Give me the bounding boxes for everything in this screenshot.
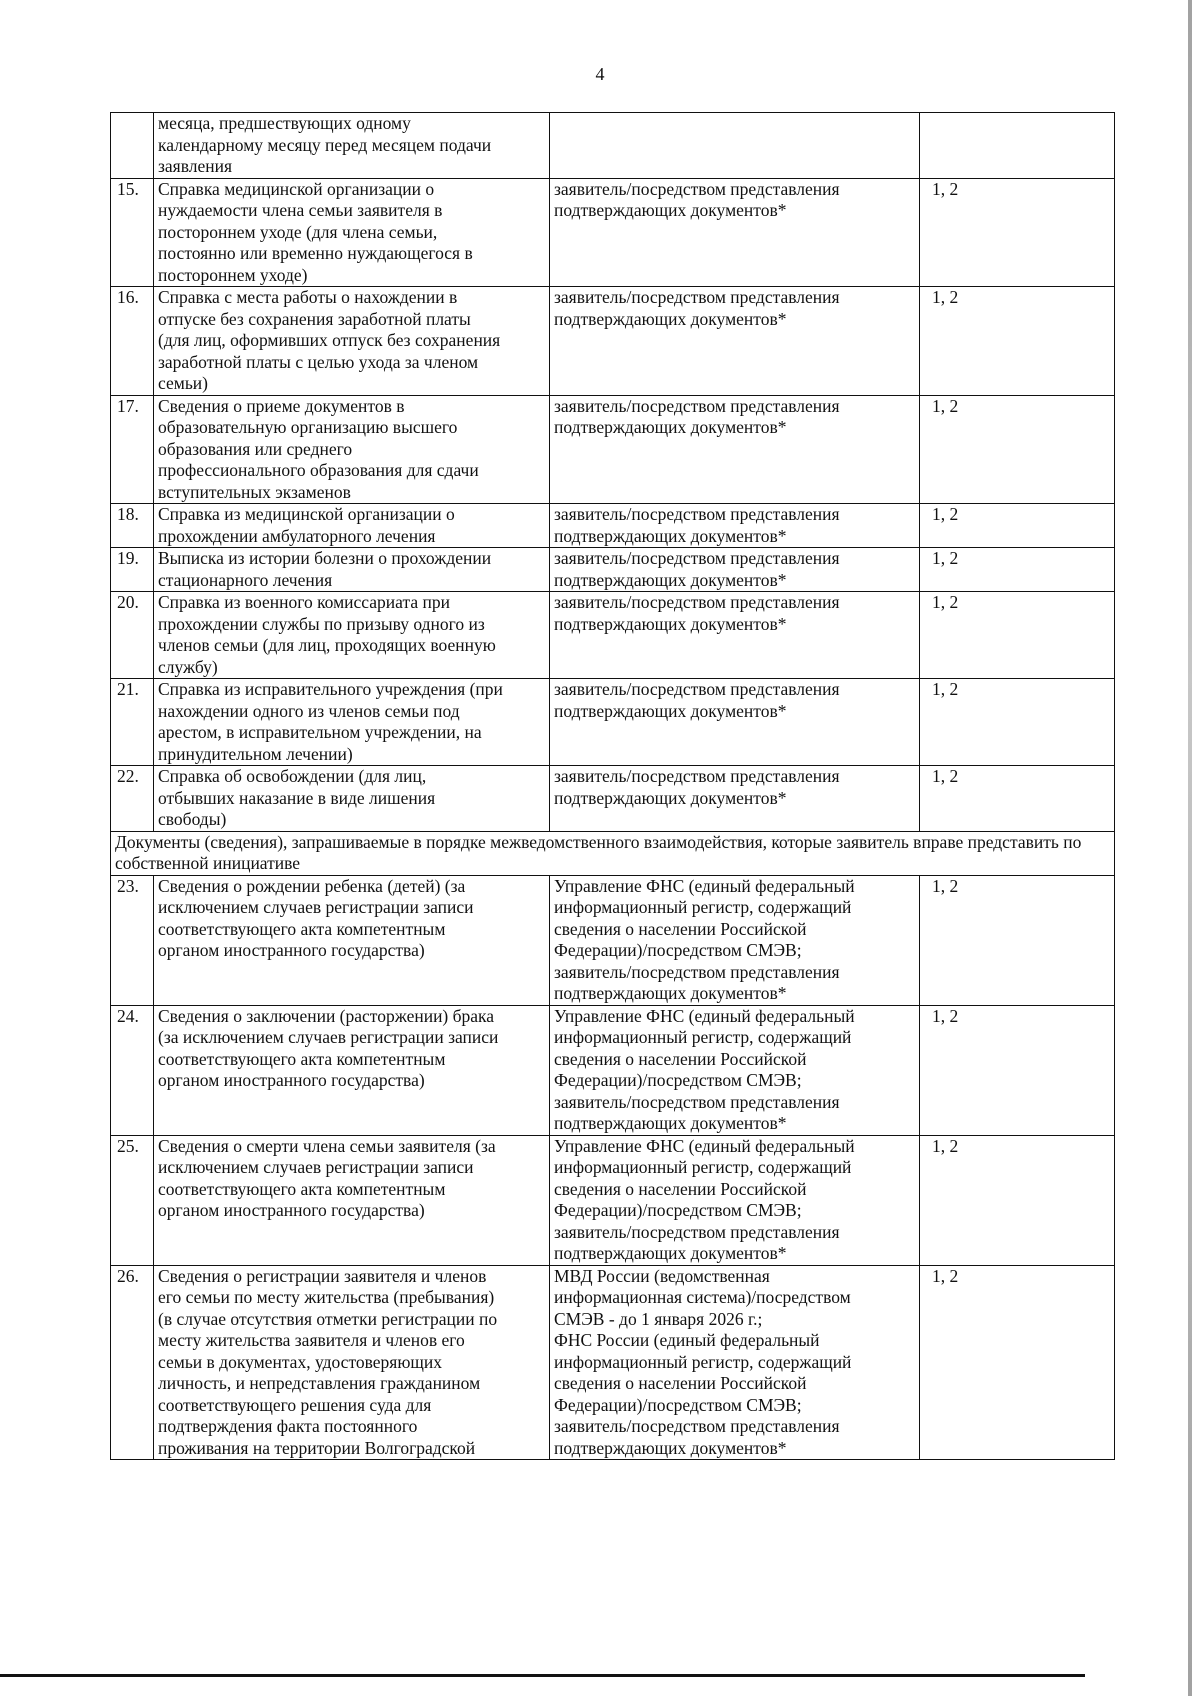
scan-edge-shadow	[1188, 0, 1192, 1696]
table-row	[111, 766, 1115, 832]
document-flag: 1, 2	[920, 766, 1115, 832]
row-number: 16.	[111, 287, 154, 396]
document-name: Справка об освобождении (для лиц, отбывших наказание в виде лишения свободы)	[154, 766, 550, 832]
row-number: 25.	[111, 1135, 154, 1265]
documents-table	[110, 112, 1115, 1460]
row-number: 19.	[111, 548, 154, 592]
document-flag: 1, 2	[920, 178, 1115, 287]
row-number-cell	[111, 113, 154, 179]
document-name: Сведения о регистрации заявителя и членов его семьи по месту жительства (пребывания) (в случае отсутствия отметки регистрации по месту жительства заявителя и членов его семьи в документах, удостоверяющих личность, и непредставления гражданином соответствующего решения суда для подтверждения факта постоянного проживания на территории Волгоградской	[154, 1265, 550, 1460]
table-row	[111, 679, 1115, 766]
row-number: 21.	[111, 679, 154, 766]
row-number: 24.	[111, 1005, 154, 1135]
document-flag: 1, 2	[920, 592, 1115, 679]
document-source: заявитель/посредством представления подтверждающих документов*	[550, 592, 920, 679]
table-row	[111, 287, 1115, 396]
document-name: Справка из военного комиссариата при прохождении службы по призыву одного из членов семьи (для лиц, проходящих военную службу)	[154, 592, 550, 679]
row-number: 15.	[111, 178, 154, 287]
section-header: Документы (сведения), запрашиваемые в порядке межведомственного взаимодействия, которые заявитель вправе представить по собственной инициативе	[111, 831, 1115, 875]
document-flag: 1, 2	[920, 548, 1115, 592]
row-number: 17.	[111, 395, 154, 504]
table-row	[111, 395, 1115, 504]
source-cell	[550, 113, 920, 179]
row-number: 20.	[111, 592, 154, 679]
document-source: заявитель/посредством представления подтверждающих документов*	[550, 287, 920, 396]
table-row	[111, 1005, 1115, 1135]
document-name: Сведения о приеме документов в образовательную организацию высшего образования или среднего профессионального образования для сдачи вступительных экзаменов	[154, 395, 550, 504]
table-row	[111, 1135, 1115, 1265]
table-row	[111, 592, 1115, 679]
document-source: Управление ФНС (единый федеральный информационный регистр, содержащий сведения о населении Российской Федерации)/посредством СМЭВ; заявитель/посредством представления подтверждающих документов*	[550, 1005, 920, 1135]
section-header-row	[111, 831, 1115, 875]
table-row	[111, 875, 1115, 1005]
row-number: 23.	[111, 875, 154, 1005]
document-flag: 1, 2	[920, 287, 1115, 396]
table-row	[111, 178, 1115, 287]
table-row	[111, 504, 1115, 548]
document-source: заявитель/посредством представления подтверждающих документов*	[550, 766, 920, 832]
document-flag: 1, 2	[920, 1135, 1115, 1265]
document-source: заявитель/посредством представления подтверждающих документов*	[550, 548, 920, 592]
bottom-scan-rule	[0, 1674, 1085, 1677]
row-number: 26.	[111, 1265, 154, 1460]
table-row	[111, 548, 1115, 592]
row-number: 22.	[111, 766, 154, 832]
document-flag: 1, 2	[920, 875, 1115, 1005]
document-name: Сведения о смерти члена семьи заявителя (за исключением случаев регистрации записи соответствующего акта компетентным органом иностранного государства)	[154, 1135, 550, 1265]
flag-cell	[920, 113, 1115, 179]
document-name: Справка из исправительного учреждения (при нахождении одного из членов семьи под арестом, в исправительном учреждении, на принудительном лечении)	[154, 679, 550, 766]
document-source: Управление ФНС (единый федеральный информационный регистр, содержащий сведения о населении Российской Федерации)/посредством СМЭВ; заявитель/посредством представления подтверждающих документов*	[550, 1135, 920, 1265]
document-name: Сведения о заключении (расторжении) брака (за исключением случаев регистрации записи соответствующего акта компетентным органом иностранного государства)	[154, 1005, 550, 1135]
document-flag: 1, 2	[920, 395, 1115, 504]
document-name: Справка из медицинской организации о прохождении амбулаторного лечения	[154, 504, 550, 548]
document-source: Управление ФНС (единый федеральный информационный регистр, содержащий сведения о населении Российской Федерации)/посредством СМЭВ; заявитель/посредством представления подтверждающих документов*	[550, 875, 920, 1005]
document-name: Справка медицинской организации о нуждаемости члена семьи заявителя в постороннем уходе (для члена семьи, постоянно или временно нуждающегося в постороннем уходе)	[154, 178, 550, 287]
document-source: заявитель/посредством представления подтверждающих документов*	[550, 178, 920, 287]
document-flag: 1, 2	[920, 1005, 1115, 1135]
document-source: МВД России (ведомственная информационная система)/посредством СМЭВ - до 1 января 2026 г.; ФНС России (единый федеральный информационный регистр, содержащий сведения о населении Российской Федерации)/посредством СМЭВ; заявитель/посредством представления подтверждающих документов*	[550, 1265, 920, 1460]
document-source: заявитель/посредством представления подтверждающих документов*	[550, 395, 920, 504]
page-number: 4	[595, 64, 605, 84]
document-flag: 1, 2	[920, 1265, 1115, 1460]
table-row-continued	[111, 113, 1115, 179]
document-source: заявитель/посредством представления подтверждающих документов*	[550, 504, 920, 548]
document-flag: 1, 2	[920, 504, 1115, 548]
document-flag: 1, 2	[920, 679, 1115, 766]
document-source: заявитель/посредством представления подтверждающих документов*	[550, 679, 920, 766]
document-name: Выписка из истории болезни о прохождении стационарного лечения	[154, 548, 550, 592]
document-name-cell: месяца, предшествующих одному календарному месяцу перед месяцем подачи заявления	[154, 113, 550, 179]
row-number: 18.	[111, 504, 154, 548]
document-name: Справка с места работы о нахождении в отпуске без сохранения заработной платы (для лиц, оформивших отпуск без сохранения заработной платы с целью ухода за членом семьи)	[154, 287, 550, 396]
document-name: Сведения о рождении ребенка (детей) (за исключением случаев регистрации записи соответствующего акта компетентным органом иностранного государства)	[154, 875, 550, 1005]
table-row	[111, 1265, 1115, 1460]
